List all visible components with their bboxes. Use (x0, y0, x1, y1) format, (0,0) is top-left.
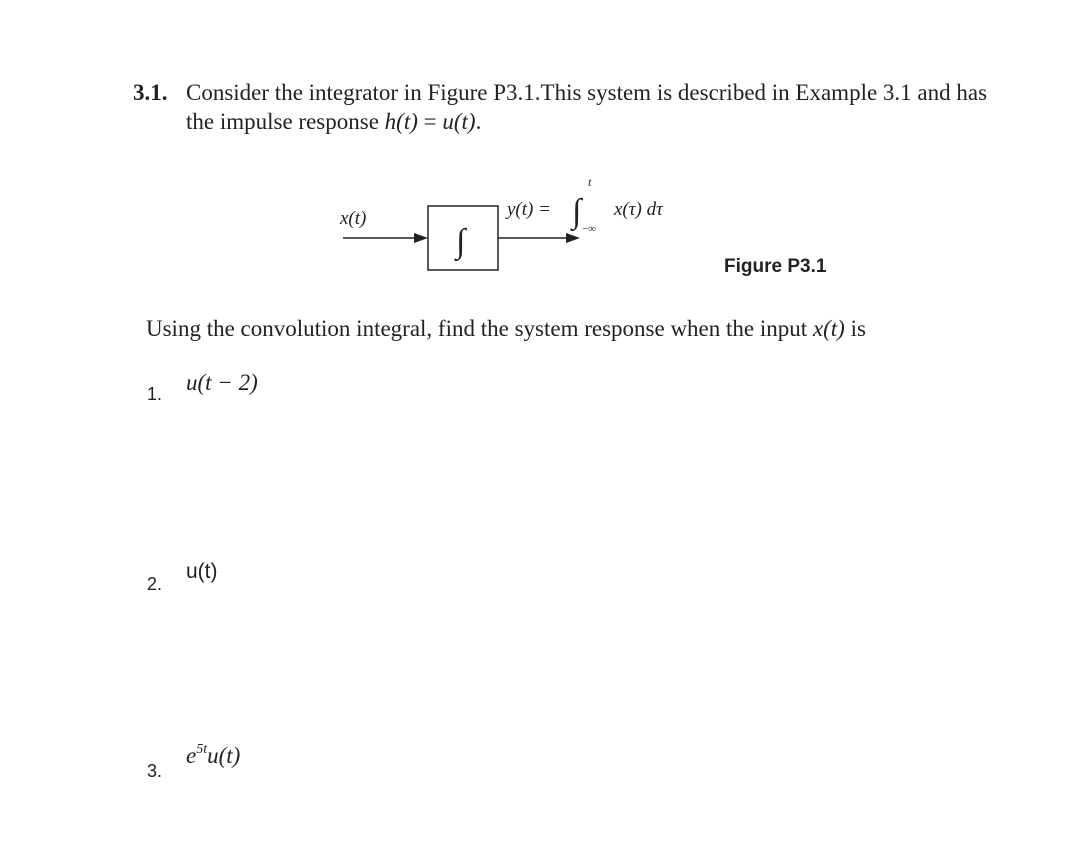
integral-symbol: ∫ (456, 223, 466, 260)
problem-number: 3.1. (133, 80, 168, 105)
output-lhs: y(t) = (507, 199, 551, 220)
input-label: x(t) (340, 208, 367, 229)
item-3-expression (186, 742, 240, 769)
line2-prefix: the impulse response (186, 109, 385, 134)
figure-caption: Figure P3.1 (724, 256, 827, 277)
integral-upper-limit: t (588, 175, 592, 189)
integrand: x(τ) dτ (614, 199, 663, 220)
problem-statement-line-1: Consider the integrator in Figure P3.1.This system is described in Example 3.1 and has (186, 80, 988, 105)
output-integral-sign: ∫ (572, 193, 582, 230)
exp-base: e (186, 743, 197, 768)
item-3-number: 3. (147, 761, 163, 781)
question-text (146, 316, 866, 342)
item-2-expression: u(t) (186, 560, 218, 583)
integral-lower-limit: −∞ (582, 223, 597, 235)
impulse-response-symbol: h(t) (384, 109, 418, 134)
integrator-block-diagram (0, 0, 1080, 300)
item-2-number: 2. (147, 574, 163, 594)
item-1-number: 1. (147, 384, 163, 404)
output-arrowhead (566, 233, 580, 243)
unit-step-symbol: u(t) (442, 109, 476, 134)
exp-exponent: 5t (196, 742, 208, 757)
input-variable: x(t) (812, 316, 845, 341)
input-arrowhead (414, 233, 428, 243)
question-end: is (844, 316, 866, 341)
equals-sign: = (417, 109, 443, 134)
item-1-expression: u(t − 2) (186, 370, 258, 395)
question-body: Using the convolution integral, find the system response when the input (146, 316, 813, 341)
exp-rest: u(t) (207, 743, 241, 768)
period: . (475, 109, 482, 134)
